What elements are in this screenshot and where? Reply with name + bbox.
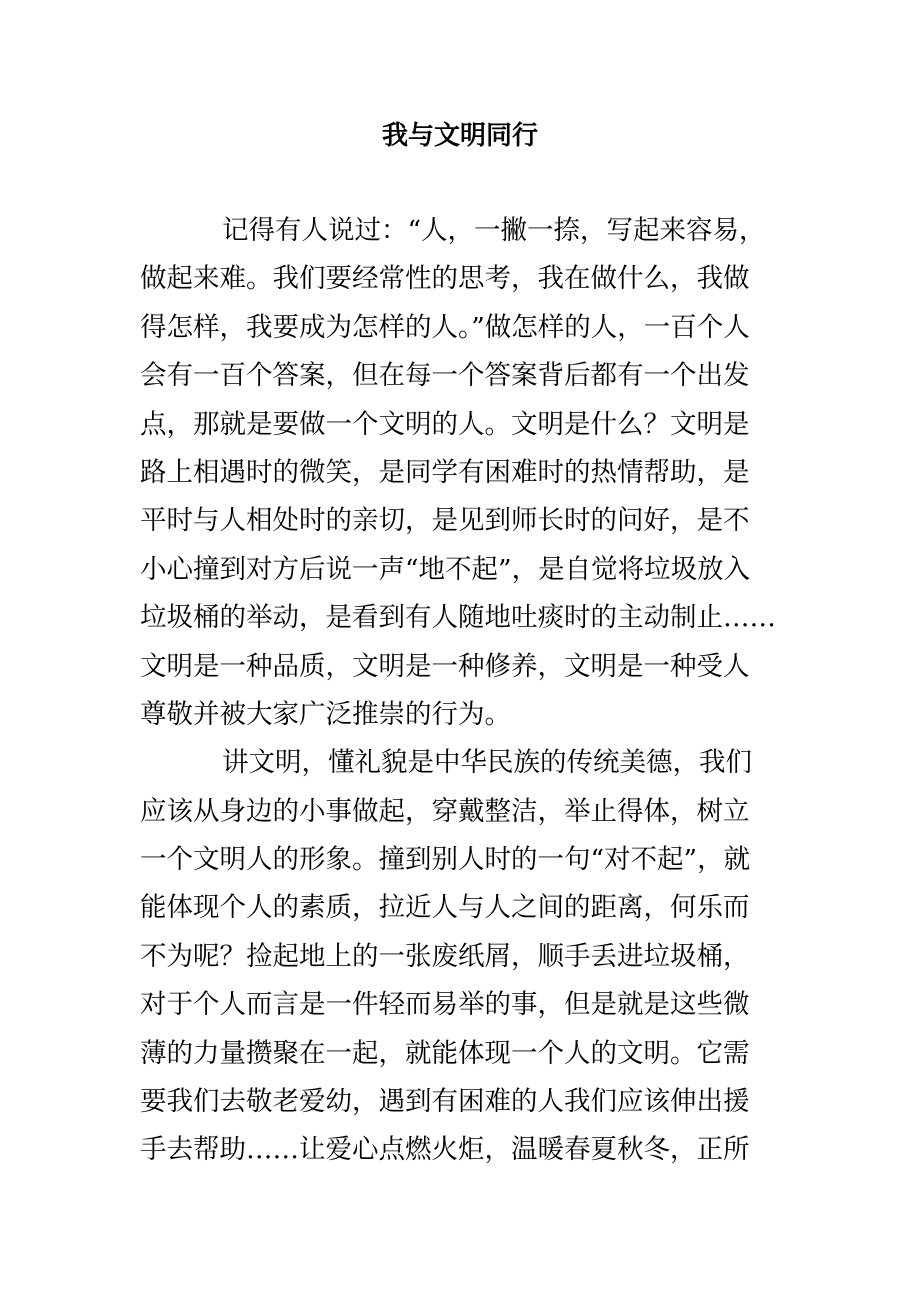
paragraph-line: 记得有人说过：“人，一撇一捺，写起来容易， xyxy=(222,215,766,246)
paragraph-line: 一个文明人的形象。撞到别人时的一句“对不起”，就 xyxy=(140,844,751,876)
paragraph-line: 点，那就是要做一个文明的人。文明是什么？文明是 xyxy=(140,408,750,440)
paragraph-line: 手去帮助……让爱心点燃火炬，温暖春夏秋冬，正所 xyxy=(140,1134,750,1166)
paragraph-line: 讲文明，懂礼貌是中华民族的传统美德，我们 xyxy=(222,747,752,779)
paragraph-line: 做起来难。我们要经常性的思考，我在做什么，我做 xyxy=(140,263,750,295)
paragraph-line: 应该从身边的小事做起，穿戴整洁，举止得体，树立 xyxy=(140,795,750,827)
paragraph-line: 垃圾桶的举动，是看到有人随地吐痰时的主动制止…… xyxy=(140,602,776,634)
paragraph-line: 能体现个人的素质，拉近人与人之间的距离，何乐而 xyxy=(140,892,750,924)
paragraph-line: 平时与人相处时的亲切，是见到师长时的问好，是不 xyxy=(140,505,750,537)
paragraph-line: 文明是一种品质，文明是一种修养，文明是一种受人 xyxy=(140,650,750,682)
paragraph-line: 不为呢？捡起地上的一张废纸屑，顺手丢进垃圾桶， xyxy=(140,940,750,972)
paragraph-line: 要我们去敬老爱幼，遇到有困难的人我们应该伸出援 xyxy=(140,1086,750,1118)
paragraph-line: 薄的力量攒聚在一起，就能体现一个人的文明。它需 xyxy=(140,1037,750,1069)
paragraph-1 xyxy=(140,207,800,739)
paragraph-line: 小心撞到对方后说一声“地不起”，是自觉将垃圾放入 xyxy=(140,553,751,585)
paragraph-line: 尊敬并被大家广泛推崇的行为。 xyxy=(140,698,511,730)
paragraph-line: 路上相遇时的微笑，是同学有困难时的热情帮助，是 xyxy=(140,456,750,488)
document-body xyxy=(140,207,800,1175)
paragraph-line: 对于个人而言是一件轻而易举的事，但是就是这些微 xyxy=(140,989,750,1021)
paragraph-2 xyxy=(140,739,800,1175)
paragraph-line: 得怎样，我要成为怎样的人。”做怎样的人，一百个人 xyxy=(140,311,750,343)
document-title: 我与文明同行 xyxy=(381,121,538,151)
paragraph-line: 会有一百个答案，但在每一个答案背后都有一个出发 xyxy=(140,360,750,392)
